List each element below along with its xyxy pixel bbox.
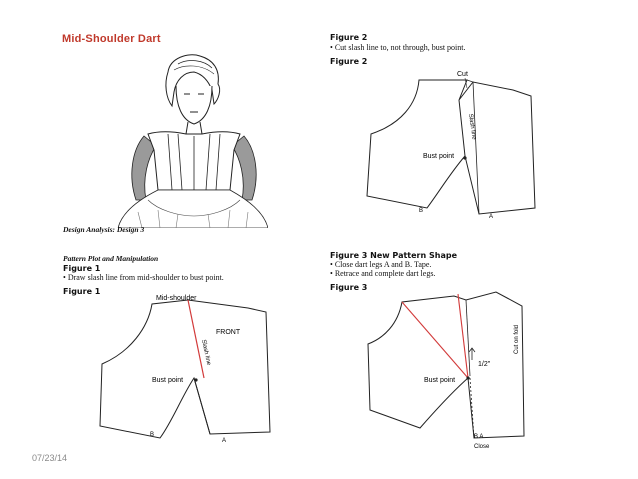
slash-line-label: Slash line [467, 113, 477, 141]
footer-date: 07/23/14 [32, 453, 68, 463]
close-label: Close [474, 444, 490, 450]
b-label: B [150, 432, 155, 438]
figure3-bullet-1: • Close dart legs A and B. Tape. [330, 260, 432, 269]
figure1-label: Figure 1 [63, 264, 101, 273]
figure3-bullet-2: • Retrace and complete dart legs. [330, 269, 436, 278]
a-label: A [222, 438, 227, 444]
figure3-title: Figure 3 New Pattern Shape [330, 251, 457, 260]
figure2-title: Figure 2 [330, 33, 368, 42]
figure1-pattern-diagram [90, 292, 290, 450]
b-a-label: B A [474, 434, 484, 440]
figure3-pattern-diagram [362, 286, 552, 454]
bust-point-label: Bust point [152, 377, 184, 384]
slash-line-label: Slash line [200, 339, 212, 366]
pattern-plot-title: Pattern Plot and Manipulation [63, 254, 159, 263]
design-analysis-label: Design Analysis: Design 3 [63, 225, 145, 234]
b-label: B [419, 208, 424, 214]
a-label: A [489, 214, 494, 220]
half-inch-label: 1/2" [478, 361, 491, 368]
cut-on-fold-label: Cut on fold [514, 324, 520, 354]
figure2-pattern-diagram [355, 68, 555, 224]
bust-point-label: Bust point [424, 377, 456, 384]
figure2-bullet: • Cut slash line to, not through, bust point. [330, 43, 466, 52]
figure1-caption: Figure 1 [63, 287, 101, 296]
figure2-caption: Figure 2 [330, 57, 368, 66]
figure1-bullet: • Draw slash line from mid-shoulder to bust point. [63, 273, 224, 282]
fashion-illustration [118, 50, 268, 228]
figure3-caption: Figure 3 [330, 283, 368, 292]
page-title: Mid-Shoulder Dart [62, 33, 161, 45]
mid-shoulder-label: Mid-shoulder [156, 295, 197, 302]
cut-label: Cut [457, 71, 468, 78]
bust-point-label: Bust point [423, 153, 455, 160]
front-label: FRONT [216, 329, 241, 336]
